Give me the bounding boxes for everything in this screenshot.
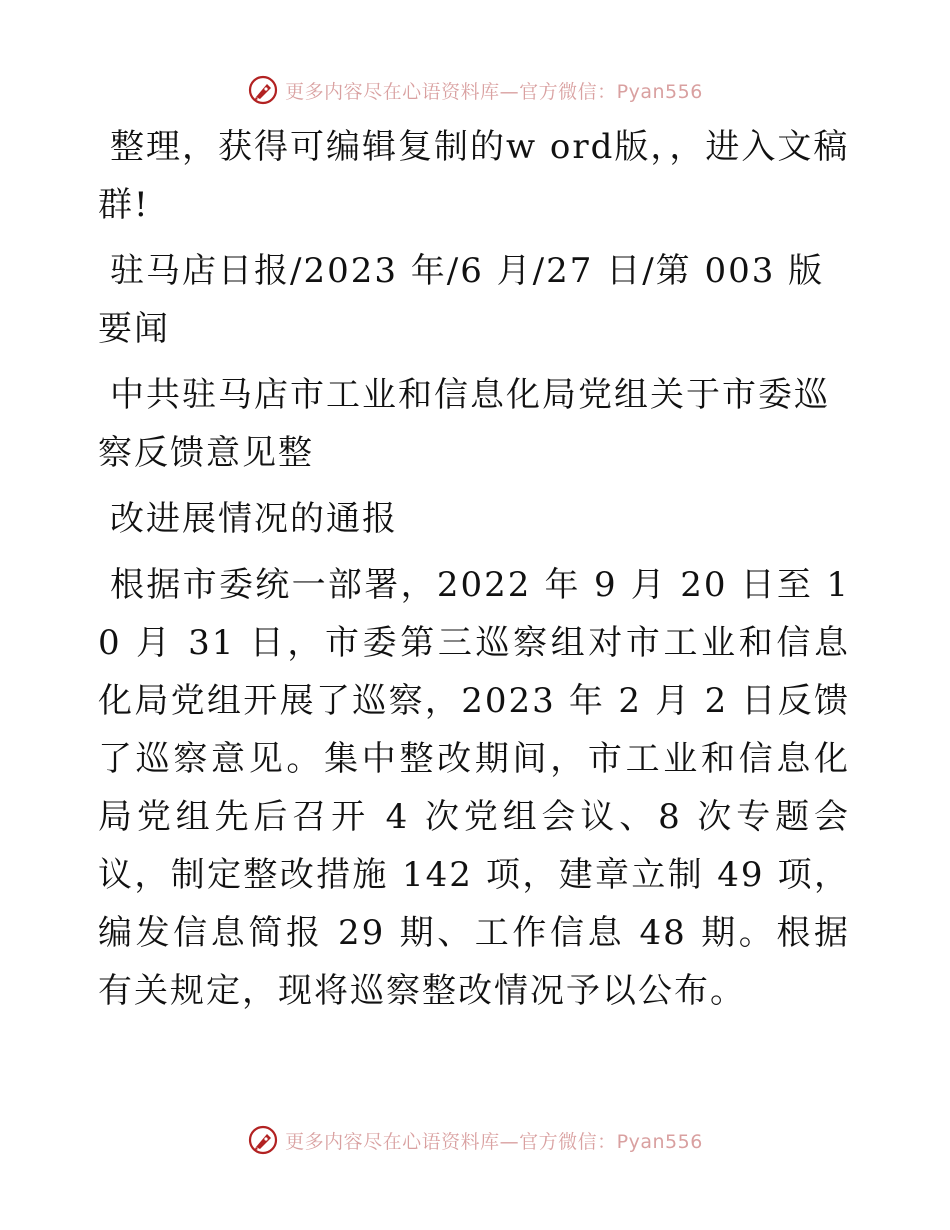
source-line: 驻马店日报/2023 年/6 月/27 日/第 003 版要闻 — [98, 251, 825, 349]
document-body — [98, 118, 850, 1028]
header-watermark — [0, 72, 950, 108]
pen-nib-icon — [247, 1124, 279, 1156]
watermark-text: 更多内容尽在心语资料库—官方微信：Pyan556 — [285, 80, 703, 103]
document-title-line-1: 中共驻马店市工业和信息化局党组关于市委巡察反馈意见整 — [98, 375, 830, 473]
watermark-text: 更多内容尽在心语资料库—官方微信：Pyan556 — [285, 1130, 703, 1153]
intro-paragraph: 整理，获得可编辑复制的w ord版，，进入文稿群! — [98, 127, 850, 225]
pen-nib-icon — [247, 74, 279, 106]
body-paragraph: 根据市委统一部署，2022 年 9 月 20 日至 10 月 31 日，市委第三巡察组对市工业和信息化局党组开展了巡察，2023 年 2 月 2 日反馈了巡察意见。集中整改期间，市工业和信息化局党组先后召开 4 次党组会议、8 次专题会议，制定整改措施 142 项，建章立制 49 项，编发信息简报 29 期、工作信息 48 期。根据有关规定，现将巡察整改情况予以公布。 — [98, 565, 850, 1011]
footer-watermark — [0, 1122, 950, 1158]
document-title-line-2: 改进展情况的通报 — [110, 499, 398, 539]
